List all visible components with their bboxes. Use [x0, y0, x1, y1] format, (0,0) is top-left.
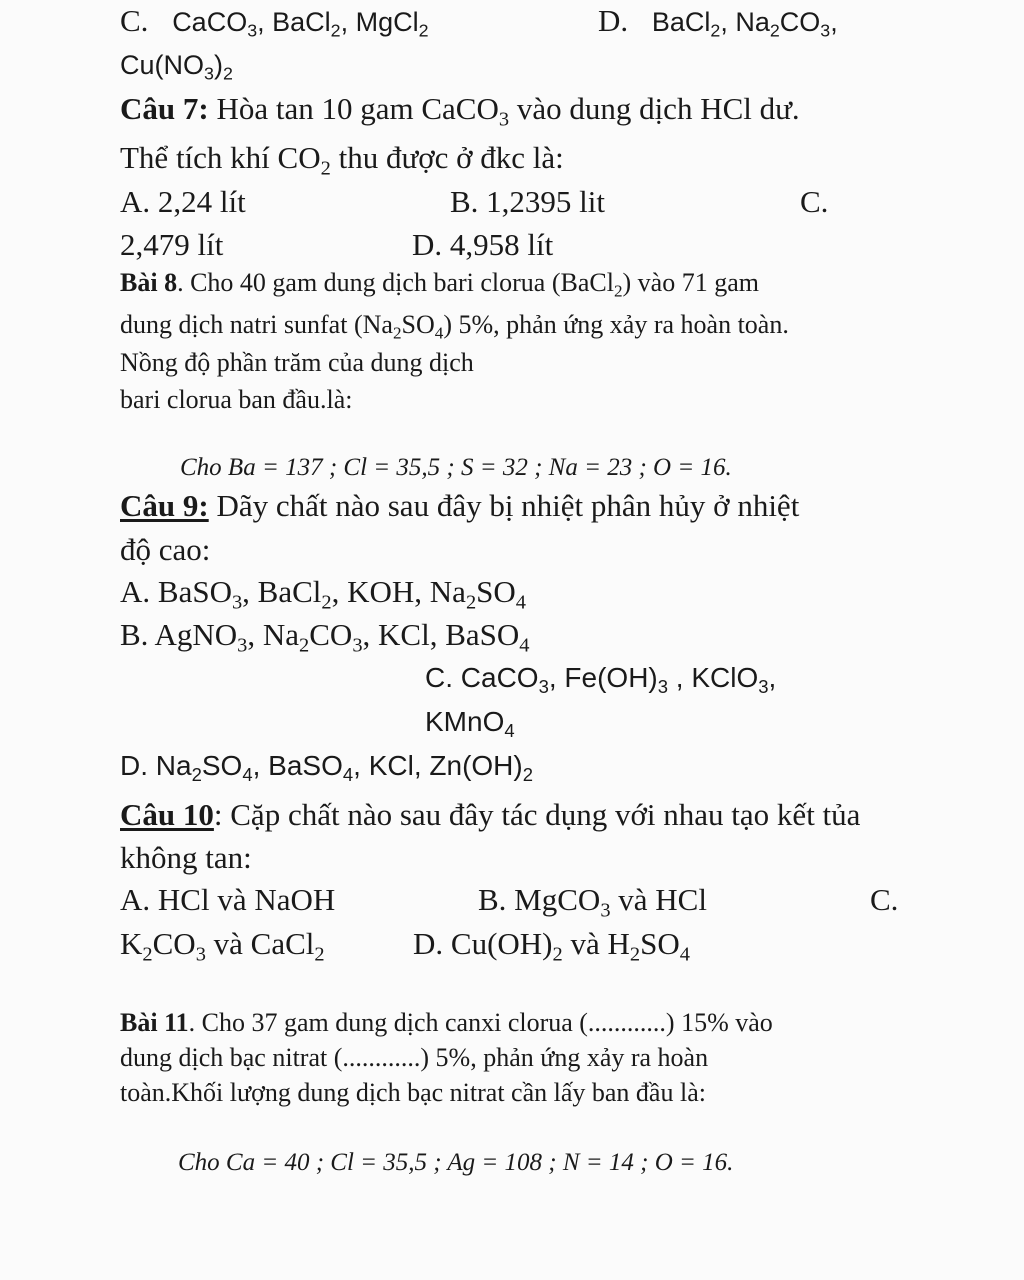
- question-9-line2: độ cao:: [120, 532, 211, 567]
- q9-option-b: B. AgNO$_3$, $Na_2CO_3$, KCl, BaSO$_4$: [120, 617, 530, 657]
- question-7: Câu 7: Hòa tan 10 gam CaCO$_3$ vào dung dịch HCl dư.: [120, 91, 800, 131]
- q7-option-c-value: 2,479 lít: [120, 227, 224, 262]
- exercise-8-given-data: Cho Ba = 137 ; Cl = 35,5 ; S = 32 ; Na = 23 ; O = 16.: [180, 454, 732, 481]
- exercise-8-line4: bari clorua ban đầu.là:: [120, 385, 353, 414]
- exercise-11-given-data: Cho Ca = 40 ; Cl = 35,5 ; Ag = 108 ; N = 14 ; O = 16.: [178, 1149, 734, 1176]
- question-7-line2: Thể tích khí $CO_2$ thu được ở đkc là:: [120, 140, 564, 180]
- question-9: Câu 9: Dãy chất nào sau đây bị nhiệt phân hủy ở nhiệt: [120, 488, 800, 523]
- q7-option-b: B. 1,2395 lit: [450, 184, 606, 219]
- exercise-11: Bài 11. Cho 37 gam dung dịch canxi clorua (............) 15% vào: [120, 1008, 773, 1037]
- q9-option-a: A. BaSO$_3$, BaCl$_2$, KOH, $Na_2SO_4$: [120, 574, 527, 614]
- q10-option-c-value: $K_2CO_3$ và CaCl$_2$: [120, 926, 325, 966]
- exercise-11-line3: toàn.Khối lượng dung dịch bạc nitrat cần lấy ban đầu là:: [120, 1078, 706, 1107]
- q10-option-a: A. HCl và NaOH: [120, 882, 336, 917]
- question-10-line2: không tan:: [120, 840, 252, 875]
- q7-option-a: A. 2,24 lít: [120, 184, 246, 219]
- q9-option-d: D. $Na_2SO_4$, BaSO$_4$, KCl, $Zn(OH)_2$: [120, 750, 533, 785]
- question-10: Câu 10: Cặp chất nào sau đây tác dụng với nhau tạo kết tủa: [120, 797, 861, 832]
- q10-option-d: D. $Cu(OH)_2$ và $H_2SO_4$: [413, 926, 690, 966]
- exercise-11-line2: dung dịch bạc nitrat (............) 5%, phản ứng xảy ra hoàn: [120, 1043, 709, 1072]
- q7-option-c: C.: [800, 184, 829, 219]
- option-d-continued: $Cu(NO_3)_2$: [120, 50, 233, 84]
- formula: BaCl$_2$, $Na_2CO_3$,: [651, 7, 838, 41]
- q10-option-b: B. MgCO$_3$ và HCl: [478, 882, 707, 922]
- option-d-line: D. BaCl$_2$, $Na_2CO_3$,: [598, 3, 838, 41]
- formula: CaCO$_3$, BaCl$_2$, MgCl$_2$: [172, 7, 429, 41]
- exercise-8-line2: dung dịch natri sunfat $(Na_2SO_4)$ 5%, phản ứng xảy ra hoàn toàn.: [120, 310, 789, 343]
- option-c-line: C. CaCO$_3$, BaCl$_2$, MgCl$_2$: [120, 3, 429, 41]
- exercise-8-line3: Nồng độ phần trăm của dung dịch: [120, 348, 474, 377]
- q10-option-c: C.: [870, 882, 899, 917]
- q9-option-c: C. CaCO$_3$, $Fe(OH)_3$ , KClO$_3$,: [425, 662, 777, 697]
- exercise-8: Bài 8. Cho 40 gam dung dịch bari clorua (BaCl$_2$) vào 71 gam: [120, 268, 759, 301]
- q9-option-c-continued: KMnO$_4$: [425, 706, 515, 741]
- q7-option-d: D. 4,958 lít: [412, 227, 554, 262]
